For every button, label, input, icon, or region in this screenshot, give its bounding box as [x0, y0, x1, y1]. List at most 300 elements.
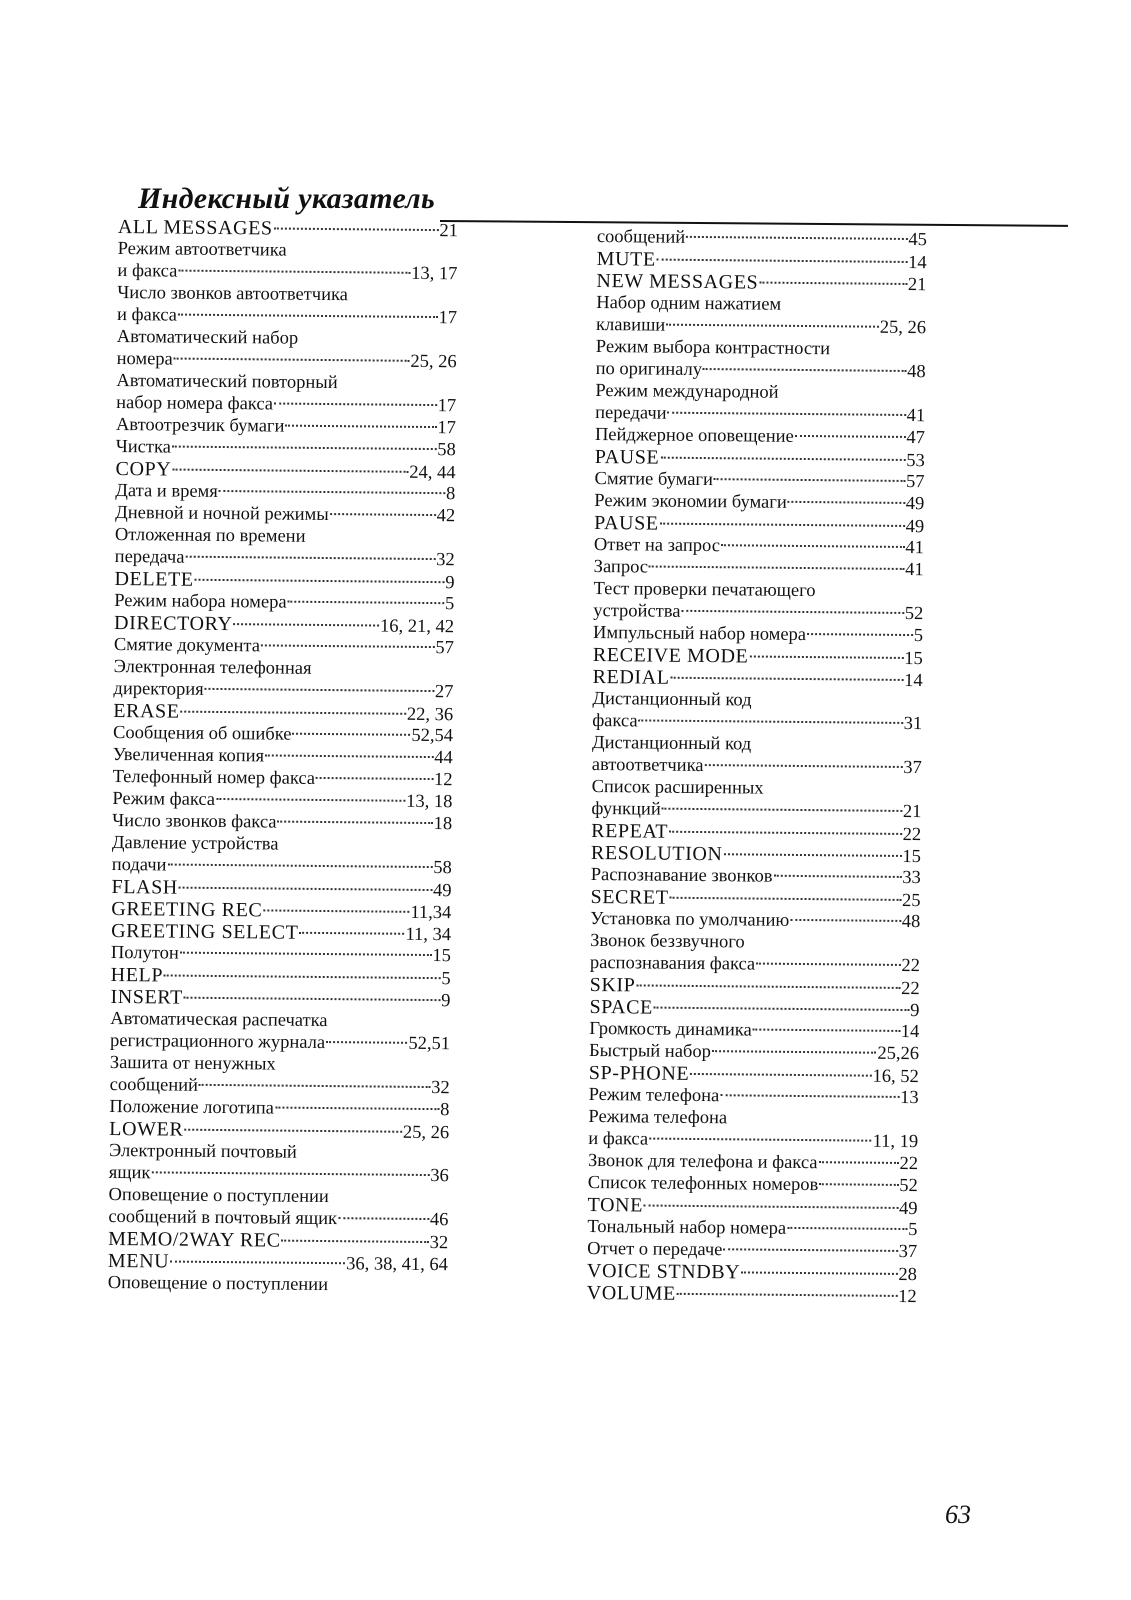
- index-entry: [113, 766, 453, 791]
- index-entry: [595, 380, 925, 405]
- index-entry: [111, 898, 451, 923]
- dot-leader: [170, 1261, 345, 1265]
- dot-leader: [705, 764, 903, 768]
- index-entry-label: PAUSE: [594, 511, 659, 535]
- index-entry-label: SP-PHONE: [588, 1061, 690, 1085]
- dot-leader: [326, 1041, 407, 1044]
- index-entry-label: Чистка: [115, 436, 172, 458]
- index-entry-label: сообщений: [596, 226, 686, 248]
- index-entry-label: GREETING SELECT: [111, 919, 299, 944]
- dot-leader: [172, 469, 408, 473]
- index-entry-page: 9: [445, 573, 455, 594]
- dot-leader: [703, 368, 906, 372]
- index-entry-label: MEMO/2WAY REC: [108, 1227, 281, 1252]
- dot-leader: [712, 1050, 877, 1054]
- index-entry-page: 49: [898, 1198, 918, 1220]
- page-title: Индексный указатель: [138, 182, 436, 215]
- dot-leader: [278, 821, 433, 824]
- index-entry: [108, 1228, 448, 1253]
- index-entry-label: Положение логотипа: [109, 1096, 275, 1119]
- index-entry-page: 36: [430, 1166, 449, 1187]
- dot-leader: [299, 932, 404, 935]
- index-entry-page: 57: [435, 638, 454, 659]
- index-entry-page: 14: [900, 1021, 920, 1043]
- index-entry-page: 25: [901, 890, 921, 912]
- index-entry-page: 25, 26: [879, 317, 927, 339]
- index-entry: [113, 744, 453, 769]
- index-entry-page: 5: [913, 626, 924, 647]
- index-entry-label: INSERT: [110, 985, 184, 1009]
- dot-leader: [216, 798, 405, 802]
- index-entry: [589, 1040, 919, 1065]
- index-entry: [593, 666, 923, 691]
- index-entry-page: 28: [898, 1264, 918, 1286]
- dot-leader: [199, 1084, 430, 1088]
- dot-leader: [756, 963, 900, 966]
- dot-leader: [741, 1271, 897, 1274]
- dot-leader: [666, 324, 879, 328]
- index-entry-page: 17: [437, 418, 457, 439]
- index-entry-page: 13, 18: [406, 791, 453, 813]
- index-entry: [587, 1194, 917, 1219]
- index-entry: [588, 1128, 918, 1153]
- index-entry: [108, 1184, 448, 1209]
- index-entry-page: 49: [905, 493, 925, 515]
- index-entry: [116, 414, 456, 439]
- index-entry: [589, 996, 919, 1021]
- index-entry: [591, 864, 921, 889]
- index-entry-label: подачи: [111, 854, 167, 876]
- index-entry-label: MENU: [107, 1249, 170, 1273]
- index-entry-page: 14: [908, 252, 927, 274]
- dot-leader: [690, 1073, 871, 1077]
- dot-leader: [681, 610, 903, 614]
- index-entry-page: 24, 44: [409, 462, 456, 484]
- index-entry-page: 58: [433, 858, 452, 879]
- index-entry-label: Телефонный номер факса: [112, 766, 316, 789]
- dot-leader: [233, 623, 379, 626]
- index-entry: [114, 656, 454, 681]
- index-entry-label: Дистанционный код: [592, 688, 752, 711]
- index-entry-label: GREETING REC: [111, 897, 263, 922]
- index-entry: [587, 1216, 917, 1241]
- index-entry: [589, 1062, 919, 1087]
- dot-leader: [654, 1007, 909, 1011]
- index-entry-page: 12: [898, 1286, 917, 1308]
- index-entry-page: 14: [904, 670, 923, 692]
- index-entry-label: COPY: [115, 457, 172, 481]
- index-entry: [597, 248, 927, 273]
- index-entry-label: Зашита от ненужных: [109, 1052, 276, 1075]
- index-entry-label: ALL MESSAGES: [117, 216, 273, 240]
- dot-leader: [167, 864, 432, 869]
- dot-leader: [721, 544, 904, 548]
- dot-leader: [807, 633, 913, 636]
- dot-leader: [657, 259, 907, 263]
- dot-leader: [662, 808, 902, 812]
- index-entry-label: LOWER: [109, 1117, 184, 1141]
- dot-leader: [330, 513, 436, 516]
- index-entry-page: 37: [898, 1241, 918, 1263]
- index-entry-page: 15: [432, 946, 452, 967]
- index-entry-label: и факса: [117, 260, 178, 282]
- index-entry-label: распознавания факса: [589, 952, 756, 975]
- dot-leader: [787, 1227, 907, 1230]
- index-entry-label: ящик: [108, 1162, 151, 1184]
- index-entry-label: REPEAT: [591, 819, 669, 843]
- index-entry: [593, 578, 923, 603]
- dot-leader: [219, 490, 445, 494]
- index-entry: [593, 644, 923, 669]
- dot-leader: [184, 997, 440, 1001]
- index-entry-label: Установка по умолчанию: [590, 908, 790, 931]
- index-entry-page: 12: [434, 770, 453, 791]
- index-entry-label: и факса: [588, 1128, 649, 1150]
- index-entry-page: 17: [438, 308, 458, 329]
- index-entry: [596, 270, 926, 295]
- dot-leader: [773, 875, 901, 878]
- index-entry-label: RESOLUTION: [590, 841, 723, 866]
- index-entry: [595, 402, 925, 427]
- dot-leader: [274, 403, 437, 407]
- index-entry-label: Набор одним нажатием: [596, 292, 782, 315]
- index-entry: [592, 710, 922, 735]
- dot-leader: [288, 601, 444, 605]
- index-entry: [587, 1238, 917, 1263]
- dot-leader: [275, 1107, 439, 1111]
- dot-leader: [174, 358, 410, 362]
- index-entry: [116, 436, 456, 461]
- index-entry-label: Число звонков автоответчика: [117, 282, 349, 306]
- index-entry-label: Смятие документа: [113, 634, 261, 657]
- index-entry-page: 45: [908, 229, 927, 251]
- index-entry-label: сообщений: [109, 1074, 199, 1096]
- dot-leader: [274, 227, 439, 231]
- dot-leader: [293, 733, 411, 736]
- dot-leader: [644, 1204, 898, 1208]
- index-entry-label: Список телефонных номеров: [587, 1172, 819, 1196]
- dot-leader: [172, 446, 436, 451]
- index-entry: [114, 634, 454, 659]
- index-entry: [115, 480, 455, 505]
- index-entry-label: Давление устройства: [111, 832, 279, 855]
- dot-leader: [759, 282, 907, 285]
- index-entry-label: Режим экономии бумаги: [594, 490, 787, 513]
- index-entry: [589, 1084, 919, 1109]
- index-entry: [111, 876, 451, 901]
- index-entry: [108, 1250, 448, 1275]
- index-entry: [597, 226, 927, 251]
- index-entry: [111, 942, 451, 967]
- index-entry-label: HELP: [110, 963, 164, 987]
- index-entry-page: 21: [439, 221, 458, 242]
- index-entry: [112, 810, 452, 835]
- dot-leader: [178, 314, 438, 318]
- index-entry: [112, 854, 452, 879]
- index-entry-page: 46: [429, 1210, 449, 1231]
- index-entry-page: 48: [907, 361, 926, 383]
- index-entry-label: SECRET: [590, 885, 669, 909]
- index-entry: [587, 1260, 917, 1285]
- index-entry-page: 22, 36: [406, 704, 454, 726]
- dot-leader: [714, 478, 905, 482]
- dot-leader: [316, 777, 433, 780]
- dot-leader: [185, 556, 435, 560]
- index-entry-label: Отложенная по времени: [114, 524, 306, 547]
- index-entry-label: Режим телефона: [588, 1084, 720, 1107]
- index-entry-page: 52: [899, 1175, 918, 1197]
- dot-leader: [649, 566, 904, 570]
- dot-leader: [753, 1029, 900, 1032]
- index-entry-label: VOICE STNDBY: [586, 1259, 741, 1284]
- index-entry: [590, 952, 920, 977]
- dot-leader: [263, 909, 409, 912]
- index-entry-label: сообщений в почтовый ящик: [108, 1206, 338, 1230]
- index-entry: [596, 358, 926, 383]
- dot-leader: [686, 236, 907, 240]
- index-entry-label: Автоматический повторный: [116, 370, 338, 394]
- index-entry-label: ERASE: [113, 699, 180, 723]
- index-entry-label: FLASH: [111, 875, 179, 899]
- index-entry: [116, 392, 456, 417]
- dot-leader: [795, 435, 906, 438]
- index-entry: [109, 1118, 449, 1143]
- dot-leader: [285, 425, 436, 428]
- index-entry-label: регистрационного журнала: [109, 1030, 326, 1054]
- index-entry: [594, 468, 924, 493]
- index-entry: [596, 314, 926, 339]
- dot-leader: [282, 1240, 429, 1243]
- index-entry-label: MUTE: [596, 247, 656, 271]
- dot-leader: [819, 1183, 898, 1186]
- index-entry-page: 32: [429, 1233, 449, 1254]
- index-entry: [117, 260, 457, 285]
- index-entry-page: 22: [901, 978, 920, 1000]
- index-entry-label: SKIP: [589, 973, 636, 997]
- dot-leader: [151, 1171, 429, 1176]
- index-entry: [588, 1172, 918, 1197]
- index-entry-page: 48: [901, 911, 921, 933]
- index-entry-label: Режим международной: [595, 380, 779, 403]
- index-entry-page: 9: [910, 1001, 920, 1022]
- dot-leader: [671, 677, 904, 681]
- index-entry-page: 49: [432, 881, 452, 902]
- dot-leader: [819, 1161, 899, 1164]
- index-entry-label: Быстрый набор: [588, 1040, 711, 1063]
- index-entry-label: SPACE: [589, 995, 654, 1019]
- index-entry-label: Полутон: [110, 942, 179, 964]
- index-entry-page: 15: [902, 846, 922, 868]
- index-entry-page: 27: [434, 682, 454, 703]
- index-entry-label: Отчет о передаче: [587, 1238, 723, 1261]
- index-entry-label: Распознавание звонков: [590, 864, 773, 887]
- dot-leader: [180, 952, 432, 956]
- index-entry-page: 53: [906, 450, 925, 472]
- index-entry-label: Смятие бумаги: [594, 468, 714, 491]
- index-entry-page: 37: [903, 757, 922, 779]
- index-column-right: [587, 226, 927, 1307]
- index-entry-label: факса: [592, 710, 638, 732]
- index-entry: [594, 512, 924, 537]
- dot-leader: [720, 1094, 899, 1098]
- index-entry-page: 8: [440, 1100, 450, 1121]
- index-entry-page: 22: [902, 824, 922, 846]
- index-entry: [114, 568, 454, 593]
- index-entry-label: Электронная телефонная: [113, 656, 312, 679]
- index-entry: [111, 964, 451, 989]
- index-entry-label: Оповещение о поступлении: [107, 1272, 329, 1296]
- index-entry-page: 11,34: [410, 902, 452, 924]
- index-entry-page: 31: [903, 713, 923, 735]
- index-entry-label: REDIAL: [592, 665, 670, 689]
- index-entry-label: VOLUME: [586, 1281, 677, 1305]
- index-entry-page: 8: [445, 484, 456, 505]
- index-entry: [109, 1096, 449, 1121]
- index-entry: [115, 524, 455, 549]
- index-entry: [594, 556, 924, 581]
- index-entry-page: 32: [436, 550, 455, 571]
- dot-leader: [205, 688, 434, 692]
- dot-leader: [723, 1248, 897, 1252]
- index-entry-label: передача: [114, 546, 185, 568]
- dot-leader: [178, 270, 410, 274]
- index-entry-label: Тональный набор номера: [587, 1216, 787, 1239]
- index-entry: [110, 1008, 450, 1033]
- dot-leader: [749, 655, 903, 658]
- dot-leader: [164, 974, 440, 979]
- index-entry-page: 41: [905, 537, 925, 559]
- dot-leader: [660, 523, 905, 527]
- index-entry: [112, 832, 452, 857]
- dot-leader: [179, 887, 432, 891]
- index-entry-label: RECEIVE MODE: [592, 643, 749, 668]
- index-entry-label: по оригиналу: [595, 358, 703, 381]
- index-entry-page: 11, 19: [872, 1131, 919, 1153]
- index-entry: [594, 490, 924, 515]
- dot-leader: [669, 831, 902, 835]
- index-entry-page: 5: [908, 1220, 918, 1241]
- index-entry-label: Импульсный набор номера: [592, 622, 807, 646]
- index-entry-label: Ответ на запрос: [593, 534, 721, 557]
- index-entry-page: 41: [905, 559, 924, 581]
- index-entry-label: Автоматический набор: [116, 326, 299, 349]
- index-entry-page: 21: [902, 801, 922, 823]
- index-entry-label: Режима телефона: [588, 1106, 728, 1129]
- index-entry-page: 18: [433, 814, 453, 835]
- index-entry: [117, 348, 457, 373]
- index-entry-page: 22: [901, 955, 921, 977]
- index-entry: [592, 688, 922, 713]
- index-entry-label: Сообщения об ошибке: [112, 722, 292, 745]
- index-entry-page: 52,51: [408, 1033, 451, 1055]
- dot-leader: [788, 501, 905, 504]
- index-entry-label: набор номера факса: [116, 392, 274, 415]
- index-entry-page: 47: [906, 427, 926, 449]
- dot-leader: [338, 1217, 429, 1220]
- index-entry-label: Дата и время: [115, 480, 218, 502]
- index-entry: [591, 798, 921, 823]
- index-entry-label: TONE: [587, 1193, 644, 1217]
- index-entry: [110, 1030, 450, 1055]
- index-entry-label: Запрос: [593, 556, 649, 578]
- index-entry: [117, 304, 457, 329]
- dot-leader: [790, 919, 901, 922]
- dot-leader: [649, 1138, 872, 1142]
- index-entry-page: 41: [906, 405, 926, 427]
- title-rule: [440, 220, 1068, 227]
- dot-leader: [265, 754, 433, 758]
- dot-leader: [660, 457, 905, 461]
- index-entry: [110, 1074, 450, 1099]
- index-entry: [596, 292, 926, 317]
- index-entry-page: 25,26: [877, 1043, 920, 1065]
- index-entry: [110, 1052, 450, 1077]
- index-entry-page: 44: [434, 748, 453, 769]
- index-entry: [110, 986, 450, 1011]
- index-column-left: [108, 216, 458, 1297]
- index-entry-page: 52,54: [411, 725, 454, 747]
- index-entry: [111, 920, 451, 945]
- index-entry-page: 13: [900, 1087, 919, 1109]
- index-entry: [590, 974, 920, 999]
- index-entry-label: Режим выбора контрастности: [595, 336, 831, 360]
- index-entry: [591, 842, 921, 867]
- index-entry: [593, 600, 923, 625]
- dot-leader: [636, 984, 900, 989]
- index-entry-page: 57: [905, 471, 925, 493]
- index-entry: [114, 590, 454, 615]
- index-entry-label: Автоматическая распечатка: [110, 1008, 328, 1032]
- index-entry: [592, 776, 922, 801]
- index-entry: [108, 1206, 448, 1231]
- index-entry: [592, 754, 922, 779]
- index-entry-label: PAUSE: [594, 445, 660, 469]
- index-entry-label: Громкость динамика: [589, 1018, 752, 1041]
- index-entry-label: Режим автоответчика: [117, 238, 287, 261]
- index-entry-page: 15: [904, 648, 923, 670]
- index-entry-label: устройства: [593, 600, 681, 622]
- index-entry-page: 5: [444, 594, 455, 615]
- index-entry: [595, 424, 925, 449]
- index-entry: [113, 722, 453, 747]
- index-entry: [113, 700, 453, 725]
- index-entry-page: 58: [437, 440, 456, 461]
- index-entry: [594, 534, 924, 559]
- index-entry: [590, 908, 920, 933]
- index-entry: [596, 336, 926, 361]
- dot-leader: [195, 579, 445, 583]
- index-entry-label: автоответчика: [591, 754, 704, 777]
- index-entry: [116, 370, 456, 395]
- index-entry-page: 9: [441, 991, 451, 1012]
- index-entry-page: 52: [904, 603, 924, 625]
- index-entry-label: Звонок беззвучного: [590, 930, 745, 953]
- index-entry: [118, 216, 458, 241]
- index-entry: [117, 326, 457, 351]
- index-entry-label: передачи: [595, 402, 667, 424]
- dot-leader: [639, 719, 903, 724]
- index-entry: [588, 1106, 918, 1131]
- index-entry-page: 16, 21, 42: [379, 616, 455, 638]
- index-entry-label: DIRECTORY: [113, 611, 233, 636]
- index-entry-page: 32: [431, 1078, 450, 1099]
- index-entry: [587, 1282, 917, 1307]
- index-entry: [114, 612, 454, 637]
- dot-leader: [184, 1129, 402, 1133]
- index-entry-page: 49: [905, 516, 925, 538]
- index-entry-label: Дистанционный код: [591, 732, 752, 755]
- index-entry: [595, 446, 925, 471]
